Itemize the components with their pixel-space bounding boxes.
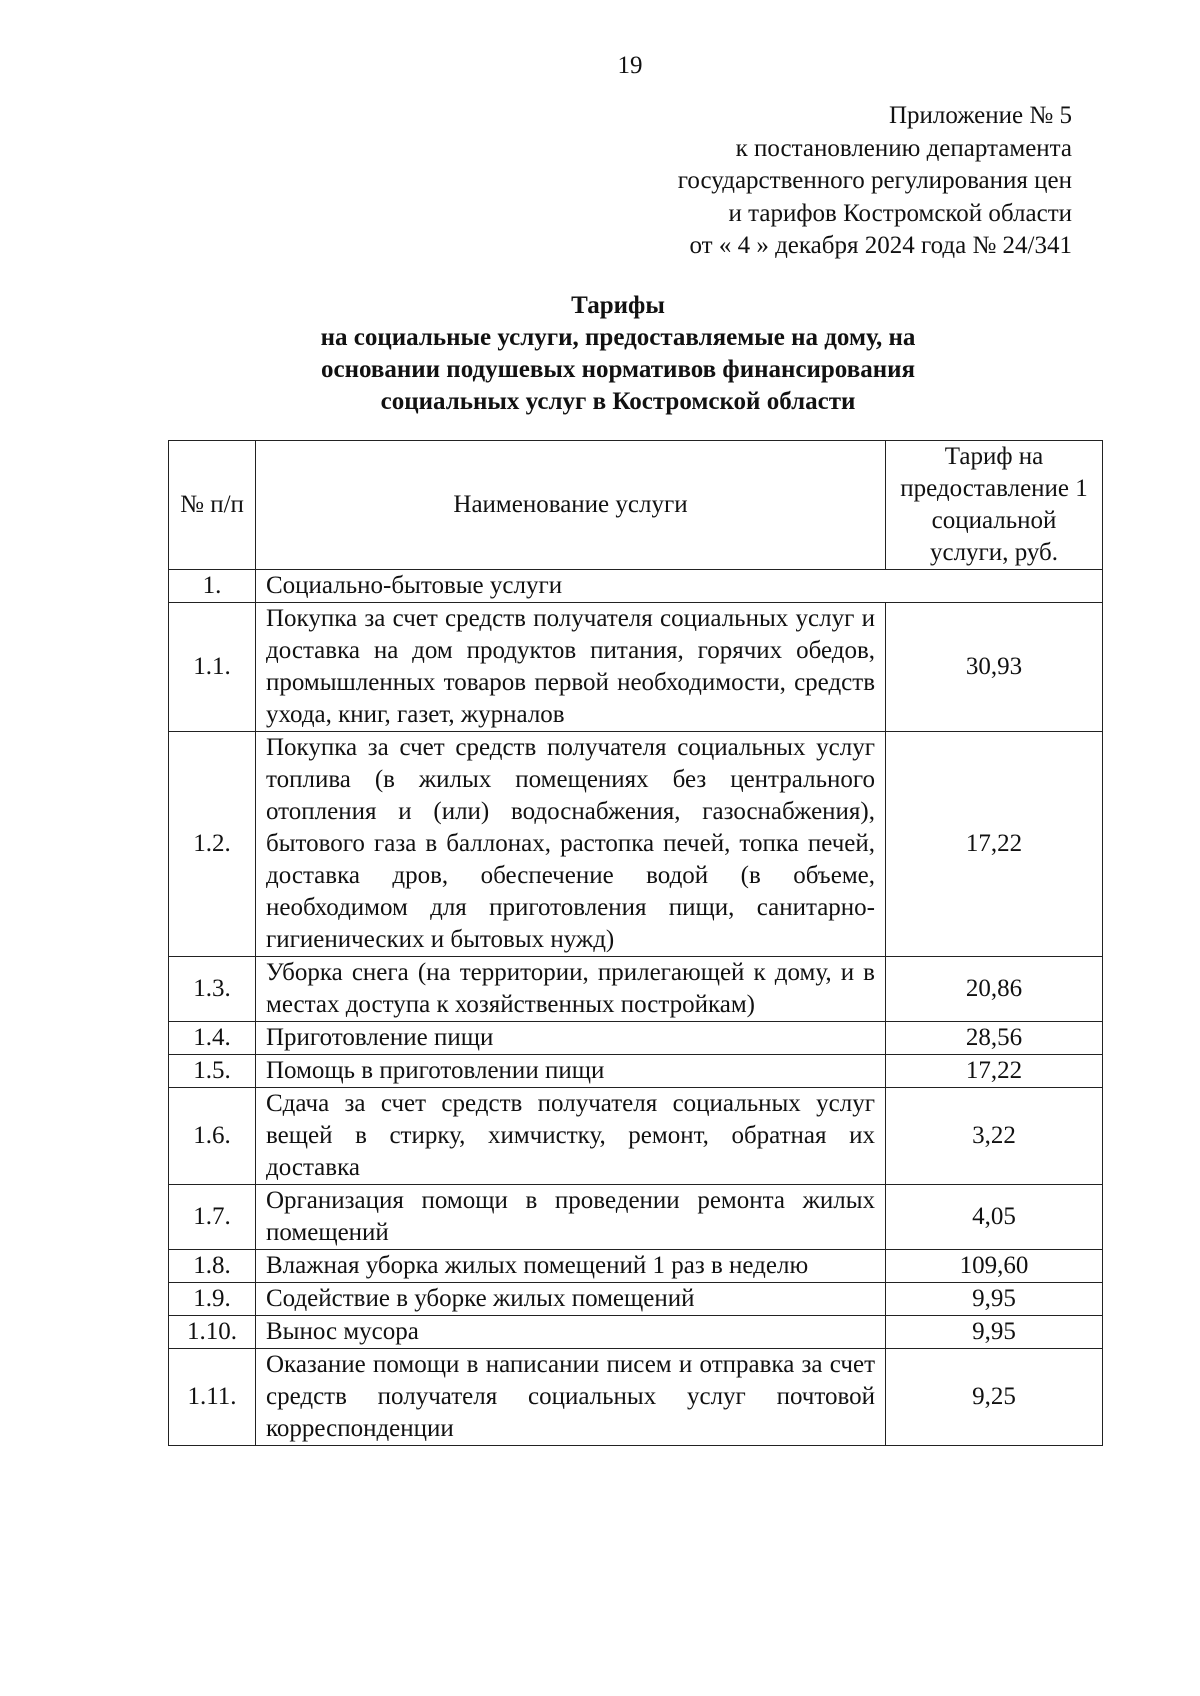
row-tariff: 17,22 (886, 732, 1103, 957)
row-service-name: Вынос мусора (256, 1316, 886, 1349)
row-service-name: Уборка снега (на территории, прилегающей к дому, и в местах доступа к хозяйственных постройкам) (256, 957, 886, 1022)
row-tariff: 28,56 (886, 1022, 1103, 1055)
row-num: 1.8. (169, 1250, 256, 1283)
table-row (169, 1055, 1103, 1088)
row-tariff: 109,60 (886, 1250, 1103, 1283)
title-line: Тарифы (571, 292, 665, 319)
row-num: 1.2. (169, 732, 256, 957)
row-tariff: 20,86 (886, 957, 1103, 1022)
row-num: 1.11. (169, 1349, 256, 1446)
row-num: 1.9. (169, 1283, 256, 1316)
document-title (0, 290, 1200, 418)
section-row (169, 570, 1103, 603)
appendix-line: Приложение № 5 (888, 102, 1072, 129)
row-num: 1.10. (169, 1316, 256, 1349)
header-num: № п/п (169, 441, 256, 570)
header-tariff: Тариф на предоставление 1 социальной услуги, руб. (886, 441, 1103, 570)
row-service-name: Приготовление пищи (256, 1022, 886, 1055)
page-number: 19 (617, 52, 643, 79)
row-service-name: Организация помощи в проведении ремонта жилых помещений (256, 1185, 886, 1250)
row-num: 1.3. (169, 957, 256, 1022)
table-row (169, 1185, 1103, 1250)
row-num: 1.4. (169, 1022, 256, 1055)
appendix-block (678, 100, 1072, 263)
table-row (169, 603, 1103, 732)
table-row (169, 1316, 1103, 1349)
table-row (169, 732, 1103, 957)
tariff-table (168, 440, 1103, 1446)
table-row (169, 1250, 1103, 1283)
row-service-name: Помощь в приготовлении пищи (256, 1055, 886, 1088)
row-tariff: 9,25 (886, 1349, 1103, 1446)
row-tariff: 4,05 (886, 1185, 1103, 1250)
appendix-line: государственного регулирования цен (677, 167, 1072, 194)
row-service-name: Покупка за счет средств получателя социальных услуг топлива (в жилых помещениях без центрального отопления и (или) водоснабжения, газоснабжения), бытового газа в баллонах, растопка печей, топка печей, доставка дров, обеспечение водой (в объеме, необходимом для приготовления пищи, санитарно-гигиенических и бытовых нужд) (256, 732, 886, 957)
row-service-name: Оказание помощи в написании писем и отправка за счет средств получателя социальных услуг почтовой корреспонденции (256, 1349, 886, 1446)
section-num: 1. (169, 570, 256, 603)
row-service-name: Покупка за счет средств получателя социальных услуг и доставка на дом продуктов питания, горячих обедов, промышленных товаров первой необходимости, средств ухода, книг, газет, журналов (256, 603, 886, 732)
appendix-line: и тарифов Костромской области (728, 199, 1072, 227)
appendix-date-line: от « 4 » декабря 2024 года № 24/341 (689, 232, 1072, 259)
row-service-name: Сдача за счет средств получателя социальных услуг вещей в стирку, химчистку, ремонт, обратная их доставка (256, 1088, 886, 1185)
row-tariff: 9,95 (886, 1316, 1103, 1349)
row-num: 1.5. (169, 1055, 256, 1088)
header-name: Наименование услуги (256, 441, 886, 570)
table-row (169, 1283, 1103, 1316)
title-line: социальных услуг в Костромской области (380, 388, 856, 415)
table-row (169, 1088, 1103, 1185)
appendix-line: к постановлению департамента (735, 134, 1072, 162)
title-line: основании подушевых нормативов финансирования (320, 356, 916, 383)
table-row (169, 1349, 1103, 1446)
row-num: 1.7. (169, 1185, 256, 1250)
row-service-name: Содействие в уборке жилых помещений (256, 1283, 886, 1316)
section-name: Социально-бытовые услуги (256, 570, 1103, 603)
row-tariff: 30,93 (886, 603, 1103, 732)
row-tariff: 3,22 (886, 1088, 1103, 1185)
title-line: на социальные услуги, предоставляемые на дому, на (320, 324, 916, 351)
table-row (169, 1022, 1103, 1055)
row-service-name: Влажная уборка жилых помещений 1 раз в неделю (256, 1250, 886, 1283)
row-num: 1.1. (169, 603, 256, 732)
table-row (169, 957, 1103, 1022)
table-header-row (169, 441, 1103, 570)
row-tariff: 9,95 (886, 1283, 1103, 1316)
row-tariff: 17,22 (886, 1055, 1103, 1088)
row-num: 1.6. (169, 1088, 256, 1185)
